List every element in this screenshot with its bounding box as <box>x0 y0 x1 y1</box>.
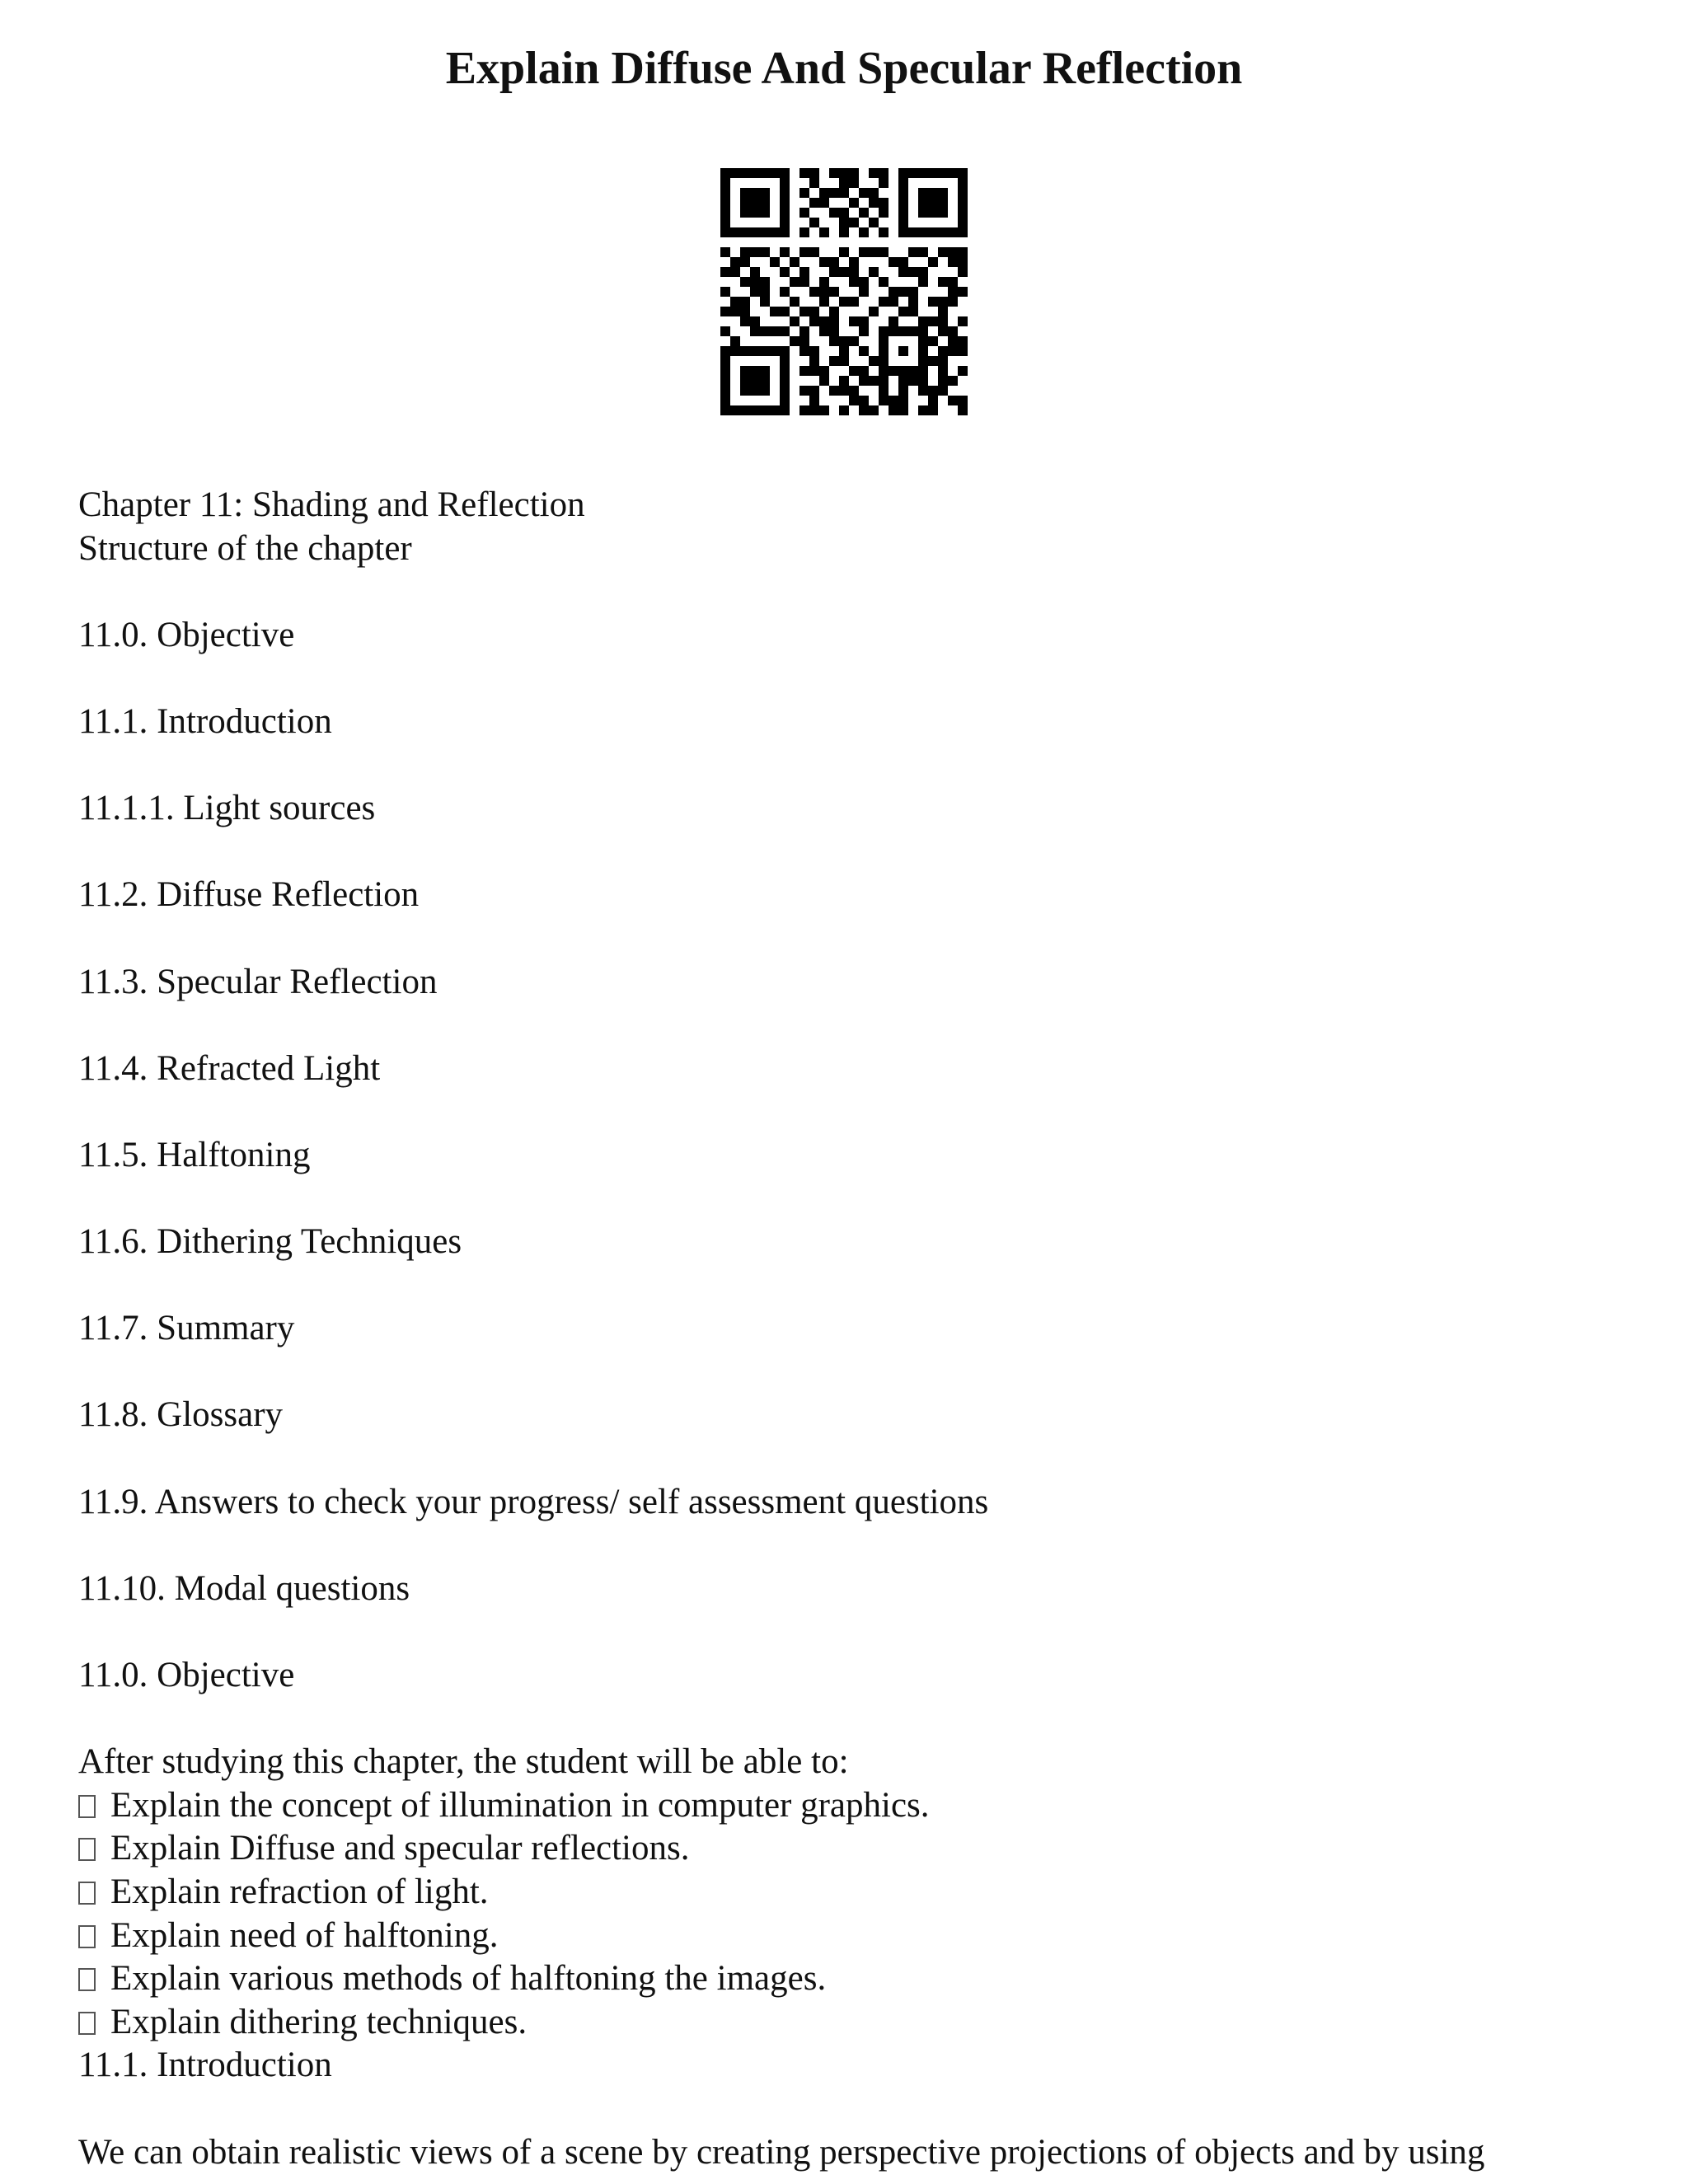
toc-item: 11.8. Glossary <box>78 1395 284 1435</box>
intro-heading: 11.1. Introduction <box>78 2046 332 2085</box>
toc-item: 11.0. Objective <box>78 615 295 654</box>
chapter-heading: Chapter 11: Shading and Reflection <box>78 485 585 524</box>
objective-item <box>78 1915 1644 1958</box>
toc-item: 11.5. Halftoning <box>78 1135 311 1174</box>
toc-item: 11.6. Dithering Techniques <box>78 1222 462 1262</box>
bullet-box-icon <box>78 1925 96 1948</box>
objective-item <box>78 1871 1644 1915</box>
toc-item: 11.1. Introduction <box>78 701 332 741</box>
bullet-box-icon <box>78 1882 96 1905</box>
toc-item: 11.10. Modal questions <box>78 1568 410 1608</box>
toc-item: 11.4. Refracted Light <box>78 1048 381 1088</box>
objective-intro: After studying this chapter, the student will be able to: <box>78 1742 849 1782</box>
toc-item: 11.1.1. Light sources <box>78 789 376 828</box>
objective-text: Explain various methods of halftoning the images. <box>110 1959 827 1999</box>
objective-item <box>78 1957 1644 2001</box>
qr-code <box>720 168 968 415</box>
toc-item: 11.2. Diffuse Reflection <box>78 875 420 915</box>
objective-item <box>78 2001 1644 2045</box>
bullet-box-icon <box>78 1838 96 1861</box>
toc-item: 11.9. Answers to check your progress/ self assessment questions <box>78 1482 989 1521</box>
intro-paragraph: We can obtain realistic views of a scene by creating perspective projections of objects and by using <box>78 2132 1485 2172</box>
document-body <box>78 484 1644 2174</box>
toc-item: 11.7. Summary <box>78 1309 295 1348</box>
objective-text: Explain the concept of illumination in computer graphics. <box>110 1785 930 1825</box>
objective-text: Explain refraction of light. <box>110 1872 489 1911</box>
objective-heading: 11.0. Objective <box>78 1656 295 1695</box>
objective-text: Explain Diffuse and specular reflections. <box>110 1829 690 1868</box>
bullet-box-icon <box>78 1968 96 1991</box>
bullet-box-icon <box>78 1795 96 1818</box>
structure-label: Structure of the chapter <box>78 528 412 568</box>
objective-item <box>78 1827 1644 1871</box>
objective-item <box>78 1784 1644 1828</box>
page-title: Explain Diffuse And Specular Reflection <box>445 43 1243 94</box>
objective-text: Explain dithering techniques. <box>110 2002 528 2041</box>
objective-text: Explain need of halftoning. <box>110 1915 499 1955</box>
bullet-box-icon <box>78 2012 96 2035</box>
toc-item: 11.3. Specular Reflection <box>78 962 438 1001</box>
